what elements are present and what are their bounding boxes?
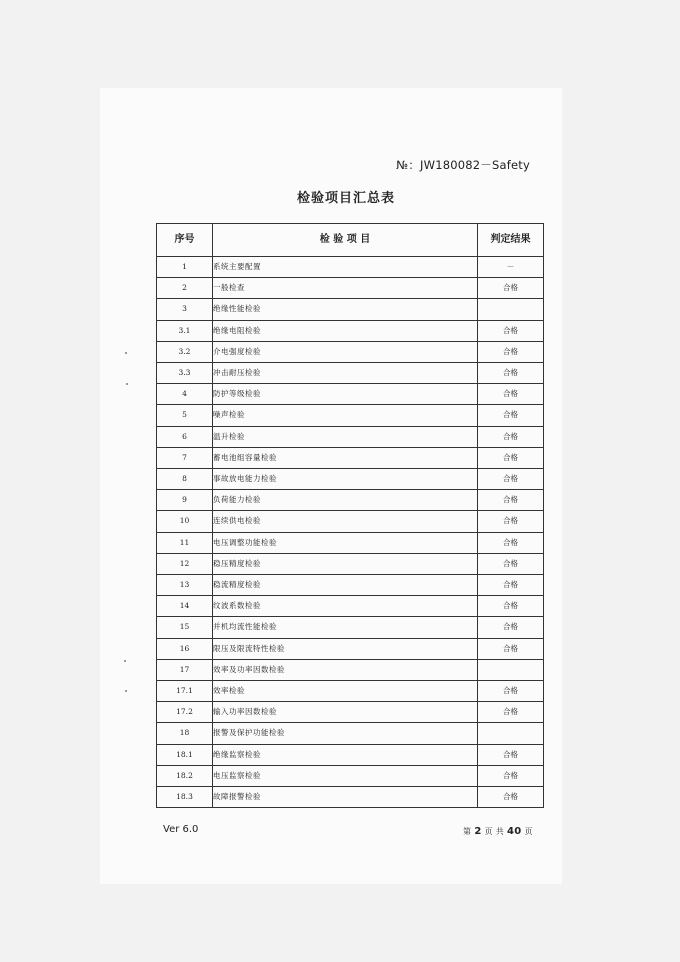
page-suffix: 页 [524,827,533,836]
scan-speck [125,352,127,354]
version-label: Ver 6.0 [163,824,199,835]
row-item: 电压监察检验 [213,765,478,786]
header-number: 序号 [157,224,213,257]
table-row [157,490,544,511]
table-row [157,341,544,362]
row-result: 合格 [478,447,544,468]
table-row [157,723,544,744]
row-number: 17.2 [157,702,213,723]
row-number: 17 [157,659,213,680]
row-item: 系统主要配置 [213,257,478,278]
row-number: 18 [157,723,213,744]
page-indicator [463,826,533,837]
table-row [157,702,544,723]
row-item: 一般检查 [213,278,478,299]
row-result: － [478,257,544,278]
row-item: 纹波系数检验 [213,596,478,617]
row-item: 温升检验 [213,426,478,447]
row-number: 18.1 [157,744,213,765]
table-row [157,511,544,532]
row-item: 负荷能力检验 [213,490,478,511]
row-number: 18.3 [157,787,213,808]
row-number: 18.2 [157,765,213,786]
row-result: 合格 [478,575,544,596]
row-result: 合格 [478,787,544,808]
page-total: 40 [507,826,522,837]
scan-speck [125,690,127,692]
row-item: 事故放电能力检验 [213,469,478,490]
row-number: 15 [157,617,213,638]
row-result: 合格 [478,765,544,786]
table-row [157,384,544,405]
table-row [157,596,544,617]
row-number: 9 [157,490,213,511]
table-row [157,299,544,320]
table-row [157,681,544,702]
row-item: 并机均流性能检验 [213,617,478,638]
table-row [157,532,544,553]
table-row [157,787,544,808]
table-row [157,638,544,659]
row-number: 4 [157,384,213,405]
row-number: 3.2 [157,341,213,362]
row-result: 合格 [478,320,544,341]
row-number: 5 [157,405,213,426]
row-item: 输入功率因数检验 [213,702,478,723]
table-row [157,765,544,786]
row-number: 2 [157,278,213,299]
row-result: 合格 [478,553,544,574]
row-result: 合格 [478,596,544,617]
header-result: 判定结果 [478,224,544,257]
row-number: 3.1 [157,320,213,341]
row-number: 12 [157,553,213,574]
table-row [157,617,544,638]
row-number: 6 [157,426,213,447]
table-row [157,575,544,596]
row-number: 3.3 [157,363,213,384]
table-row [157,320,544,341]
table-row [157,257,544,278]
row-item: 连续供电检验 [213,511,478,532]
row-item: 绝缘电阻检验 [213,320,478,341]
row-result: 合格 [478,744,544,765]
page-middle: 页 共 [484,827,505,836]
row-result: 合格 [478,278,544,299]
row-result: 合格 [478,511,544,532]
table-row [157,405,544,426]
row-result: 合格 [478,490,544,511]
row-result: 合格 [478,681,544,702]
row-result: 合格 [478,532,544,553]
row-item: 效率及功率因数检验 [213,659,478,680]
row-item: 限压及限流特性检验 [213,638,478,659]
row-result: 合格 [478,702,544,723]
row-number: 7 [157,447,213,468]
row-result: 合格 [478,469,544,490]
document-number: №：JW180082－Safety [396,158,530,172]
row-result: 合格 [478,363,544,384]
row-number: 14 [157,596,213,617]
scan-speck [124,660,126,662]
row-item: 冲击耐压检验 [213,363,478,384]
table-header-row [157,224,544,257]
row-item: 绝缘性能检验 [213,299,478,320]
row-result: 合格 [478,405,544,426]
row-number: 3 [157,299,213,320]
row-item: 介电强度检验 [213,341,478,362]
row-result [478,659,544,680]
table-row [157,469,544,490]
row-result [478,299,544,320]
page-current: 2 [474,826,482,837]
row-item: 电压调整功能检验 [213,532,478,553]
page-title: 检验项目汇总表 [296,191,395,206]
table-row [157,659,544,680]
row-item: 报警及保护功能检验 [213,723,478,744]
scan-speck [126,383,128,385]
page-prefix: 第 [463,827,472,836]
row-result: 合格 [478,617,544,638]
table-row [157,426,544,447]
row-item: 防护等级检验 [213,384,478,405]
header-item: 检 验 项 目 [213,224,478,257]
row-number: 17.1 [157,681,213,702]
row-item: 噪声检验 [213,405,478,426]
inspection-summary-table [156,223,544,808]
row-item: 绝缘监察检验 [213,744,478,765]
row-number: 16 [157,638,213,659]
row-item: 故障报警检验 [213,787,478,808]
row-result: 合格 [478,341,544,362]
row-number: 1 [157,257,213,278]
row-item: 蓄电池组容量检验 [213,447,478,468]
row-item: 稳流精度检验 [213,575,478,596]
table-row [157,553,544,574]
table-row [157,447,544,468]
row-number: 11 [157,532,213,553]
table-row [157,278,544,299]
row-result: 合格 [478,384,544,405]
row-result: 合格 [478,426,544,447]
row-result: 合格 [478,638,544,659]
table-row [157,744,544,765]
row-item: 效率检验 [213,681,478,702]
row-number: 13 [157,575,213,596]
row-number: 8 [157,469,213,490]
row-result [478,723,544,744]
table-row [157,363,544,384]
row-item: 稳压精度检验 [213,553,478,574]
row-number: 10 [157,511,213,532]
